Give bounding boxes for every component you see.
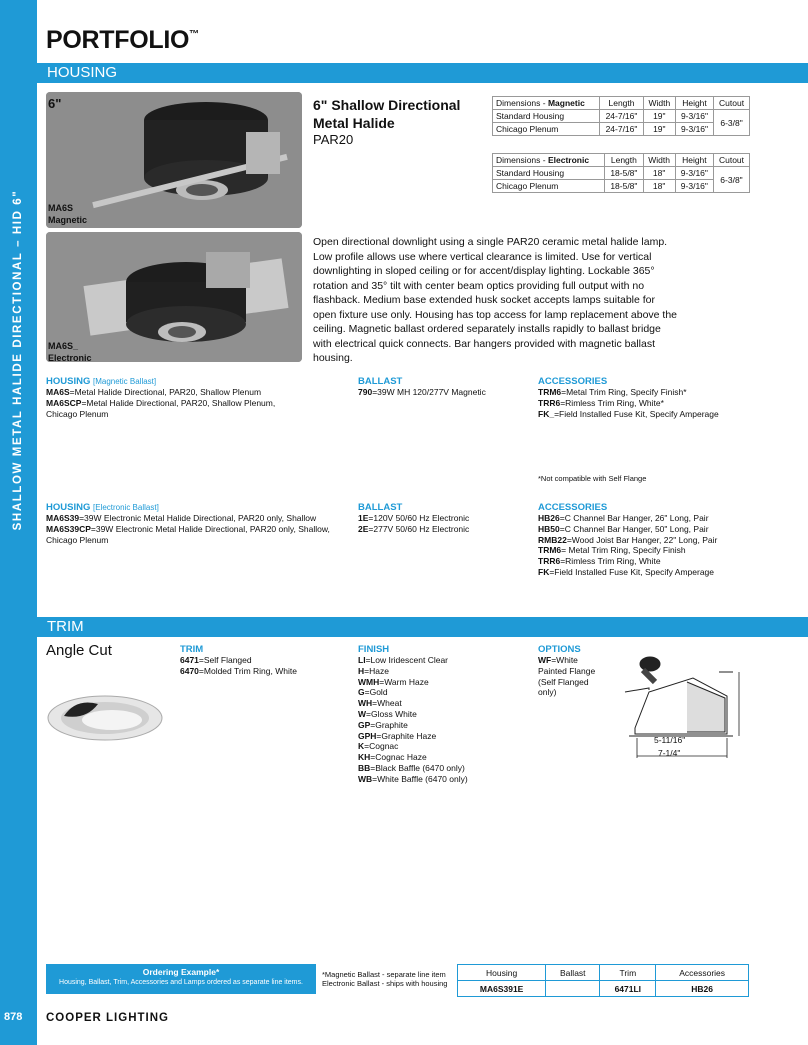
- item-code: HB26: [538, 513, 560, 523]
- list-item: [538, 398, 788, 409]
- dim-elec-header-prefix: Dimensions -: [496, 155, 548, 165]
- options-block: [538, 644, 618, 698]
- trim-block: [180, 644, 350, 677]
- dim-mag-cell: 9-3/16": [675, 123, 713, 136]
- trademark-mark: ™: [189, 29, 199, 40]
- item-text: Chicago Plenum: [46, 408, 109, 419]
- item-code: MA6S39CP: [46, 523, 91, 534]
- item-text: =Field Installed Fuse Kit, Specify Amperage: [549, 566, 714, 577]
- list-item: [358, 763, 528, 774]
- photo2-caption-type: Electronic: [48, 353, 92, 363]
- item-text: =Rimless Trim Ring, White*: [560, 397, 664, 408]
- list-item: [538, 567, 798, 578]
- photo1-caption-type: Magnetic: [48, 215, 88, 225]
- item-text: =Cognac: [364, 741, 399, 752]
- trim-section-bar: TRIM: [37, 617, 808, 637]
- dim-mag-cell: 24-7/16": [600, 110, 644, 123]
- item-code: RMB22: [538, 534, 567, 545]
- product-description: Open directional downlight using a single PAR20 ceramic metal halide lamp. Low profile allows use where vertical clearance is limited. Use for vertical downlighting in sloped ceiling or for accent/display lighting. Lockable 365° rotation and 35° tilt with center beam optics providing full output with no flashback. Medium base extended husk socket accepts lamps suitable for open fixture use only. Housing has top access for lamp replacement above the ceiling. Magnetic ballast ordered separately installs rapidly to ballast bridge with electrical quick connects. Bar hangers provided with magnetic ballast housing.: [313, 236, 678, 364]
- photo2-caption: [48, 340, 92, 364]
- item-text: =Metal Halide Directional, PAR20, Shallow Plenum,: [81, 397, 276, 408]
- page-title: [46, 26, 199, 55]
- item-text: only): [538, 687, 557, 698]
- list-item: [46, 513, 356, 524]
- item-text: =Gloss White: [366, 708, 417, 719]
- ordering-notes: [322, 970, 457, 988]
- dim-elec-col-cutout: Cutout: [714, 154, 750, 167]
- size-label: 6": [48, 96, 62, 111]
- angle-cut-trim-illustration: [46, 692, 164, 744]
- item-code: TRR6: [538, 397, 561, 408]
- list-item: [538, 556, 798, 567]
- ordering-note-1: *Magnetic Ballast - separate line item: [322, 970, 446, 979]
- elec-ballast-block: [358, 502, 528, 535]
- product-title-line1: 6" Shallow Directional: [313, 97, 461, 113]
- mag-housing-heading-text: HOUSING: [46, 376, 91, 387]
- item-text: =39W Electronic Metal Halide Directional, PAR20 only, Shallow,: [90, 523, 330, 534]
- item-text: Chicago Plenum: [46, 534, 109, 545]
- item-code: LI: [358, 655, 366, 665]
- item-code: WH: [358, 698, 373, 709]
- item-code: WF: [538, 655, 552, 665]
- elec-accessories-heading: ACCESSORIES: [538, 502, 608, 513]
- mag-housing-block: [46, 376, 346, 419]
- dim-elec-header-bold: Electronic: [547, 155, 590, 165]
- list-item: [538, 535, 798, 546]
- item-text: Painted Flange: [538, 665, 596, 676]
- item-text: =Wheat: [372, 698, 402, 709]
- item-code: 790: [358, 387, 373, 397]
- item-text: =Field Installed Fuse Kit, Specify Amperage: [554, 408, 719, 419]
- list-item: [358, 774, 528, 785]
- list-item: [46, 387, 346, 398]
- dim-elec-col-length: Length: [605, 154, 643, 167]
- item-code: TRM6: [538, 545, 562, 556]
- dim-elec-cell: 9-3/16": [675, 180, 713, 193]
- item-code: WB: [358, 773, 373, 784]
- dim-mag-cutout: 6-3/8": [714, 110, 750, 136]
- item-code: TRM6: [538, 387, 562, 397]
- list-item: [358, 677, 528, 688]
- vertical-section-title: SHALLOW METAL HALIDE DIRECTIONAL – HID 6": [12, 189, 24, 531]
- list-item: [180, 655, 350, 666]
- item-code: MA6S39: [46, 513, 80, 523]
- list-item: [358, 731, 528, 742]
- list-item: [538, 666, 618, 677]
- trim-width-dimension: 7-1/4": [658, 748, 681, 758]
- item-code: GPH: [358, 730, 377, 741]
- item-text: =Low Iridescent Clear: [365, 655, 449, 665]
- item-text: =Wood Joist Bar Hanger, 22" Long, Pair: [566, 534, 718, 545]
- list-item: [46, 409, 346, 420]
- item-code: 2E: [358, 523, 369, 534]
- elec-housing-heading-sub: [Electronic Ballast]: [92, 503, 159, 512]
- dim-elec-cell: 9-3/16": [675, 167, 713, 180]
- item-text: =White: [551, 655, 578, 665]
- list-item: [538, 513, 798, 524]
- item-code: HB50: [538, 523, 560, 534]
- dimensions-magnetic-table: [492, 96, 750, 136]
- title-text: PORTFOLIO: [46, 26, 190, 54]
- item-text: =Warm Haze: [379, 676, 429, 687]
- list-item: [358, 741, 528, 752]
- item-code: TRR6: [538, 556, 561, 567]
- list-item: [538, 409, 788, 420]
- dim-elec-col-width: Width: [643, 154, 675, 167]
- list-item: [358, 666, 528, 677]
- item-code: WMH: [358, 676, 380, 687]
- list-item: [358, 524, 528, 535]
- ordering-col-ballast: Ballast: [546, 965, 600, 981]
- product-subtitle: PAR20: [313, 132, 354, 147]
- list-item: [538, 524, 798, 535]
- dim-elec-cell: 18-5/8": [605, 180, 643, 193]
- finish-block: [358, 644, 528, 785]
- item-text: =39W Electronic Metal Halide Directional, PAR20 only, Shallow: [79, 513, 317, 523]
- photo2-caption-model: MA6S_: [48, 341, 79, 351]
- dimensions-electronic-table: [492, 153, 750, 193]
- mag-accessories-block: [538, 376, 788, 419]
- list-item: [46, 524, 356, 535]
- item-code: 1E: [358, 513, 369, 523]
- item-text: =White Baffle (6470 only): [372, 773, 468, 784]
- mag-housing-heading: [46, 376, 346, 387]
- product-title-line2: Metal Halide: [313, 115, 395, 131]
- dim-mag-row-name: Chicago Plenum: [493, 123, 600, 136]
- item-text: =C Channel Bar Hanger, 26" Long, Pair: [559, 513, 709, 523]
- item-code: H: [358, 665, 365, 676]
- item-text: =Haze: [364, 665, 389, 676]
- elec-housing-heading: [46, 502, 356, 513]
- list-item: [180, 666, 350, 677]
- dim-elec-cell: 18-5/8": [605, 167, 643, 180]
- product-title: [313, 96, 460, 132]
- list-item: [538, 655, 618, 666]
- dim-elec-col-height: Height: [675, 154, 713, 167]
- dim-mag-header: [493, 97, 600, 110]
- dim-elec-header: [493, 154, 605, 167]
- ordering-val-accessories: HB26: [656, 981, 749, 997]
- dim-elec-row-name: Standard Housing: [493, 167, 605, 180]
- ordering-col-housing: Housing: [458, 965, 546, 981]
- item-text: =Graphite Haze: [376, 730, 437, 741]
- item-text: = Metal Trim Ring, Specify Finish: [561, 545, 686, 556]
- item-text: =120V 50/60 Hz Electronic: [368, 513, 470, 523]
- item-text: =Molded Trim Ring, White: [198, 665, 297, 676]
- list-item: [358, 698, 528, 709]
- mag-housing-heading-sub: [Magnetic Ballast]: [92, 377, 157, 386]
- ordering-col-accessories: Accessories: [656, 965, 749, 981]
- item-code: BB: [358, 762, 371, 773]
- list-item: [358, 720, 528, 731]
- item-code: FK_: [538, 408, 555, 419]
- list-item: [358, 687, 528, 698]
- ordering-val-trim: 6471LI: [600, 981, 656, 997]
- housing-section-bar: HOUSING: [37, 63, 808, 83]
- list-item: [358, 513, 528, 524]
- item-code: G: [358, 687, 365, 698]
- ordering-col-trim: Trim: [600, 965, 656, 981]
- item-code: 6470: [180, 665, 199, 676]
- item-text: =Rimless Trim Ring, White: [560, 556, 661, 567]
- dim-mag-col-cutout: Cutout: [714, 97, 750, 110]
- item-code: MA6SCP: [46, 397, 82, 408]
- dim-mag-cell: 19": [643, 110, 675, 123]
- item-code: KH: [358, 752, 371, 763]
- list-item: [46, 398, 346, 409]
- ordering-title: Ordering Example*: [142, 967, 220, 977]
- elec-accessories-block: [538, 502, 798, 578]
- ordering-example-box: [46, 964, 316, 994]
- mag-ballast-heading: BALLAST: [358, 376, 403, 387]
- item-text: =277V 50/60 Hz Electronic: [368, 523, 470, 534]
- item-code: MA6S: [46, 387, 70, 397]
- elec-ballast-heading: BALLAST: [358, 502, 403, 513]
- item-text: =Graphite: [370, 719, 408, 730]
- item-code: GP: [358, 719, 371, 730]
- dim-mag-col-height: Height: [675, 97, 713, 110]
- list-item: [358, 709, 528, 720]
- options-heading: OPTIONS: [538, 644, 581, 655]
- list-item: [538, 677, 618, 688]
- item-code: 6471: [180, 655, 199, 665]
- dim-elec-row-name: Chicago Plenum: [493, 180, 605, 193]
- brand-name: COOPER LIGHTING: [46, 1012, 169, 1024]
- mag-ballast-block: [358, 376, 528, 398]
- dim-elec-cell: 18": [643, 167, 675, 180]
- item-code: K: [358, 741, 365, 752]
- ordering-val-housing: MA6S391E: [458, 981, 546, 997]
- item-text: =C Channel Bar Hanger, 50" Long, Pair: [559, 523, 709, 534]
- dim-mag-row-name: Standard Housing: [493, 110, 600, 123]
- item-text: =Black Baffle (6470 only): [370, 762, 465, 773]
- list-item: [358, 655, 528, 666]
- dim-elec-cell: 18": [643, 180, 675, 193]
- list-item: [358, 752, 528, 763]
- dim-mag-cell: 19": [643, 123, 675, 136]
- item-text: =Cognac Haze: [370, 752, 427, 763]
- ordering-note-2: Electronic Ballast - ships with housing: [322, 979, 448, 988]
- photo1-caption: [48, 202, 87, 226]
- dim-mag-col-width: Width: [643, 97, 675, 110]
- list-item: [538, 687, 618, 698]
- list-item: [538, 545, 798, 556]
- dim-elec-cutout: 6-3/8": [714, 167, 750, 193]
- elec-housing-block: [46, 502, 356, 545]
- list-item: [538, 387, 788, 398]
- elec-housing-heading-text: HOUSING: [46, 502, 91, 513]
- list-item: [358, 387, 528, 398]
- item-code: FK: [538, 566, 550, 577]
- dim-mag-cell: 9-3/16": [675, 110, 713, 123]
- dim-mag-header-prefix: Dimensions -: [496, 98, 548, 108]
- item-text: =Metal Trim Ring, Specify Finish*: [561, 387, 687, 397]
- photo1-caption-model: MA6S: [48, 203, 74, 213]
- item-text: =39W MH 120/277V Magnetic: [372, 387, 486, 397]
- finish-heading: FINISH: [358, 644, 390, 655]
- item-text: (Self Flanged: [538, 676, 589, 687]
- list-item: [46, 535, 356, 546]
- angle-cut-label: Angle Cut: [46, 642, 112, 659]
- trim-height-dimension: 5-11/16": [654, 735, 686, 745]
- mag-accessories-heading: ACCESSORIES: [538, 376, 608, 387]
- dim-mag-header-bold: Magnetic: [547, 98, 585, 108]
- page-number: 878: [4, 1011, 23, 1023]
- left-sidebar-band: [0, 0, 37, 1045]
- item-code: W: [358, 708, 367, 719]
- item-text: =Metal Halide Directional, PAR20, Shallow Plenum: [69, 387, 262, 397]
- self-flange-note: *Not compatible with Self Flange: [538, 474, 647, 483]
- item-text: =Self Flanged: [198, 655, 252, 665]
- dim-mag-col-length: Length: [600, 97, 644, 110]
- item-text: =Gold: [364, 687, 388, 698]
- ordering-table: [457, 964, 749, 997]
- ordering-val-ballast: [546, 981, 600, 997]
- ordering-subtitle: Housing, Ballast, Trim, Accessories and Lamps ordered as separate line items.: [59, 979, 303, 986]
- dim-mag-cell: 24-7/16": [600, 123, 644, 136]
- trim-heading: TRIM: [180, 644, 204, 655]
